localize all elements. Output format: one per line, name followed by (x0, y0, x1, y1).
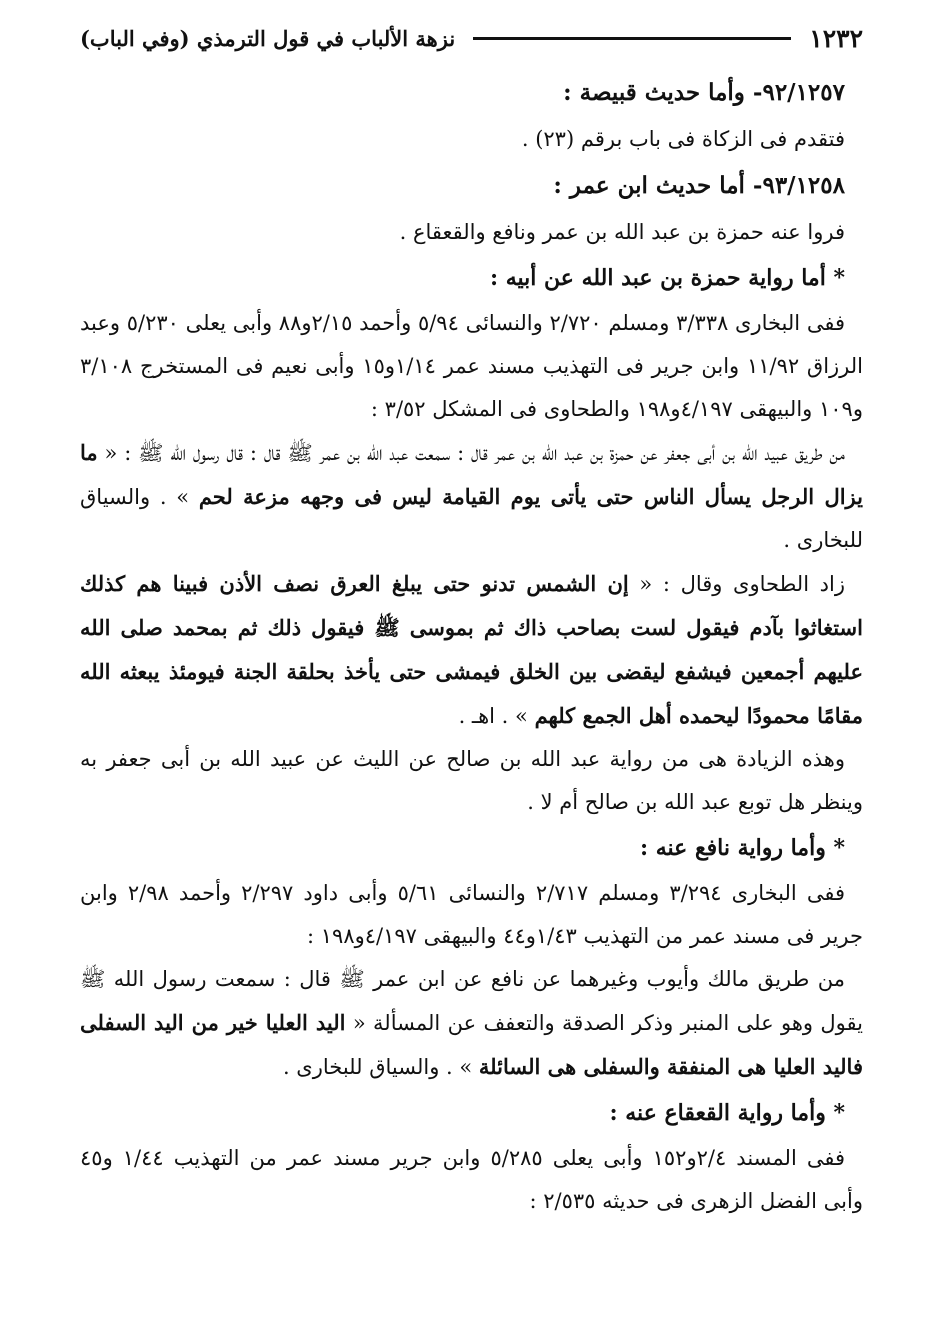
section-heading-1258: ٩٣/١٢٥٨- أما حديث ابن عمر : (553, 172, 845, 199)
hadith-outro: » . والسياق للبخارى . (80, 485, 863, 552)
header-rule (473, 37, 791, 40)
hadith-text: ما يزال الرجل يسأل الناس حتى يأتى يوم القيامة ليس فى وجهه مزعة لحم (80, 440, 863, 509)
addition-outro: » . اهـ . (458, 704, 528, 728)
paragraph-nafi-hadith (80, 958, 863, 1089)
paragraph-hamza-hadith (80, 431, 863, 562)
addition-intro: زاد الطحاوى وقال : « (639, 572, 845, 596)
page-header (80, 18, 863, 58)
page-body (80, 68, 863, 1223)
nafi-hadith-intro: من طريق مالك وأيوب وغيرهما عن نافع عن ابن عمر ﷺ قال : سمعت رسول الله ﷺ يقول وهو على المنبر وذكر الصدقة والتعفف عن المسألة « (80, 967, 863, 1035)
paragraph-nafi-sources: ففى البخارى ٣/٢٩٤ ومسلم ٢/٧١٧ والنسائى ٥/٦١ وأبى داود ٢/٢٩٧ وأحمد ٢/٩٨ وابن جرير فى مسند عمر من التهذيب ١/٤٣و٤٤ والبيهقى ٤/١٩٧و١٩٨ : (80, 881, 863, 948)
subheading-qaqa: * وأما رواية القعقاع عنه : (609, 1100, 845, 1126)
paragraph-qaqa-sources: ففى المسند ٢/٤و١٥٢ وأبى يعلى ٥/٢٨٥ وابن جرير مسند عمر من التهذيب ١/٤٤ و٤٥ وأبى الفضل الزهرى فى حديثه ٢/٥٣٥ : (80, 1146, 863, 1213)
nafi-hadith-text: اليد العليا خير من اليد السفلى فاليد العليا هى المنفقة والسفلى هى السائلة (80, 1010, 863, 1079)
addition-text: إن الشمس تدنو حتى يبلغ العرق نصف الأذن فبينا هم كذلك استغاثوا بآدم فيقول لست بصاحب ذاك ثم بموسى ﷺ فيقول ذلك ثم بمحمد صلى الله عليهم أجمعين فيشفع ليقضى بين الخلق فيمشى حتى يأخذ بحلقة الجنة فيومئذ يبعثه الله مقامًا محمودًا ليحمده أهل الجمع كلهم (80, 571, 863, 728)
section-heading-1257: ٩٢/١٢٥٧- وأما حديث قبيصة : (563, 79, 845, 106)
paragraph-hamza-sources: ففى البخارى ٣/٣٣٨ ومسلم ٢/٧٢٠ والنسائى ٥/٩٤ وأحمد ٢/١٥و٨٨ وأبى يعلى ٥/٢٣٠ وعبد الرزاق ١١/٩٢ وابن جرير فى التهذيب مسند عمر ١/١٤و١٥ وأبى نعيم فى المستخرج ٣/١٠٨ و١٠٩ والبيهقى ٤/١٩٧و١٩٨ والطحاوى فى المشكل ٣/٥٢ : (80, 311, 863, 421)
paragraph-qabisa: فتقدم فى الزكاة فى باب برقم (٢٣) . (521, 127, 845, 151)
running-title: نزهة الألباب في قول الترمذي (وفي الباب) (80, 25, 456, 51)
hadith-intro: من طريق عبيد الله بن أبى جعفر عن حمزة بن عبد الله بن عمر قال : سمعت عبد الله بن عمر ﷺ قال : قال رسول الله ﷺ : « (104, 441, 845, 465)
subheading-nafi: * وأما رواية نافع عنه : (639, 835, 845, 861)
page-number: ١٢٣٢ (809, 23, 863, 53)
paragraph-tahawi-addition (80, 562, 863, 738)
nafi-hadith-outro: » . والسياق للبخارى . (282, 1055, 473, 1079)
subheading-hamza: * أما رواية حمزة بن عبد الله عن أبيه : (489, 265, 845, 291)
paragraph-addition-note: وهذه الزيادة هى من رواية عبد الله بن صالح عن الليث عن عبيد الله بن أبى جعفر به وينظر هل توبع عبد الله بن صالح أم لا . (80, 747, 863, 814)
paragraph-narrators: فروا عنه حمزة بن عبد الله بن عمر ونافع والقعقاع . (399, 220, 845, 244)
